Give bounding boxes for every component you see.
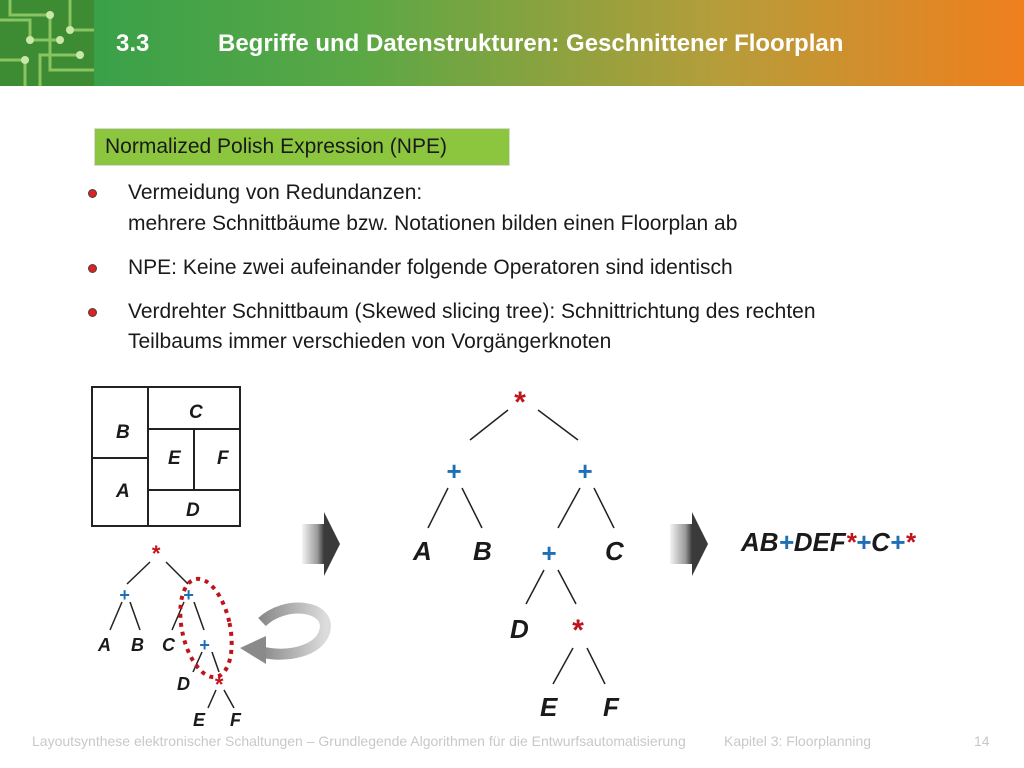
node-leaf-d: D	[177, 674, 190, 694]
slide-title: Begriffe und Datenstrukturen: Geschnittener Floorplan	[218, 30, 844, 57]
floorplan-labels	[115, 402, 230, 521]
tree-edge	[553, 648, 573, 684]
expr-times: *	[845, 527, 856, 557]
tree-edge	[224, 690, 234, 708]
node-times: *	[151, 541, 160, 566]
transform-arrow-icon	[670, 512, 708, 576]
node-times: *	[513, 386, 525, 419]
page-number: 14	[974, 733, 990, 749]
block-label-f: F	[217, 448, 229, 469]
node-times: *	[571, 614, 583, 647]
expr-plus: +	[889, 527, 906, 557]
bullet-line: NPE: Keine zwei aufeinander folgende Operatoren sind identisch	[128, 256, 733, 279]
tree-edge	[194, 602, 204, 630]
tree-edge	[462, 488, 482, 528]
bullet-line: Teilbaums immer verschieden von Vorgängerknoten	[128, 330, 612, 353]
node-leaf-c: C	[162, 635, 175, 655]
node-leaf-f: F	[230, 710, 241, 730]
bullet-line: Vermeidung von Redundanzen:	[128, 181, 423, 204]
rotate-arrow-icon	[240, 608, 325, 664]
tree-edge	[166, 562, 188, 584]
tree-edge	[558, 488, 580, 528]
node-leaf-b: B	[473, 536, 492, 566]
node-leaf-f: F	[603, 692, 619, 722]
npe-label-box: Normalized Polish Expression (NPE)	[94, 128, 510, 166]
block-label-e: E	[168, 448, 181, 469]
tree-edge	[538, 410, 578, 440]
node-plus: +	[541, 538, 557, 568]
node-times: *	[214, 672, 223, 697]
block-label-a: A	[116, 481, 130, 502]
tree-edge	[558, 570, 576, 604]
npe-expression	[740, 527, 917, 557]
node-leaf-d: D	[510, 614, 529, 644]
tree-edge	[526, 570, 544, 604]
bullet-line: Verdrehter Schnittbaum (Skewed slicing tree): Schnittrichtung des rechten	[128, 300, 816, 323]
expr-operand: DEF	[793, 527, 846, 557]
node-plus: +	[577, 456, 593, 486]
expr-times: *	[905, 527, 916, 557]
block-label-c: C	[189, 402, 203, 423]
small-tree-nodes	[97, 541, 242, 730]
section-number: 3.3	[116, 30, 150, 57]
node-plus: +	[199, 635, 210, 655]
node-leaf-a: A	[413, 536, 432, 566]
transform-arrow-icon	[302, 512, 340, 576]
footer-chapter: Kapitel 3: Floorplanning	[724, 733, 872, 749]
skewed-tree-nodes	[412, 386, 625, 722]
bullet-line: mehrere Schnittbäume bzw. Notationen bilden einen Floorplan ab	[128, 212, 738, 235]
tree-edge	[193, 652, 202, 672]
node-plus: +	[119, 585, 130, 605]
block-label-d: D	[186, 500, 200, 521]
tree-edge	[428, 488, 448, 528]
tree-edge	[594, 488, 614, 528]
node-plus: +	[446, 456, 462, 486]
tree-edge	[212, 652, 219, 672]
footer-course: Layoutsynthese elektronischer Schaltungen – Grundlegende Algorithmen für die Entwurfsautomatisierung	[32, 733, 686, 749]
tree-edge	[587, 648, 605, 684]
node-leaf-e: E	[193, 710, 206, 730]
expr-operand: C	[871, 527, 890, 557]
expr-plus: +	[778, 527, 794, 557]
expr-plus: +	[855, 527, 872, 557]
block-label-b: B	[116, 422, 130, 443]
tree-edge	[130, 602, 140, 630]
node-leaf-a: A	[98, 635, 111, 655]
expr-operand: AB	[741, 527, 779, 557]
tree-edge	[470, 410, 508, 440]
node-leaf-b: B	[131, 635, 144, 655]
node-leaf-e: E	[540, 692, 558, 722]
tree-edge	[127, 562, 150, 584]
tree-edge	[110, 602, 122, 630]
node-leaf-c: C	[605, 536, 624, 566]
node-plus: +	[183, 585, 194, 605]
